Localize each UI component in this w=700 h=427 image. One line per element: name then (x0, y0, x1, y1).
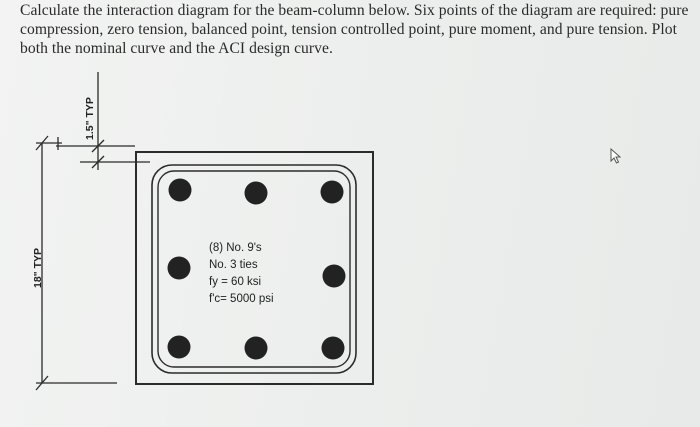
note-fc: f'c= 5000 psi (209, 293, 274, 305)
rebar (245, 337, 268, 360)
problem-statement: Calculate the interaction diagram for the beam-column below. Six points of the diagram are required: pure compression, zero tension, balanced point, tension controlled point, pure moment, and pure tension. Plot both the nominal curve and the ACI design curve. (20, 2, 689, 57)
note-ties: No. 3 ties (209, 259, 258, 271)
note-bars: (8) No. 9's (209, 242, 262, 254)
rebar (323, 265, 346, 288)
note-fy: fy = 60 ksi (209, 276, 262, 288)
width-dimension-label: 18" TYP (32, 248, 44, 288)
rebar (168, 257, 191, 280)
overall-dimension (36, 136, 117, 390)
mouse-pointer-icon (609, 148, 623, 164)
rebar (245, 182, 268, 205)
rebar (321, 181, 344, 204)
rebar (322, 337, 345, 360)
cover-dimension-label: 1.5" TYP (84, 97, 96, 140)
rebar (168, 336, 191, 359)
rebar (169, 179, 192, 202)
